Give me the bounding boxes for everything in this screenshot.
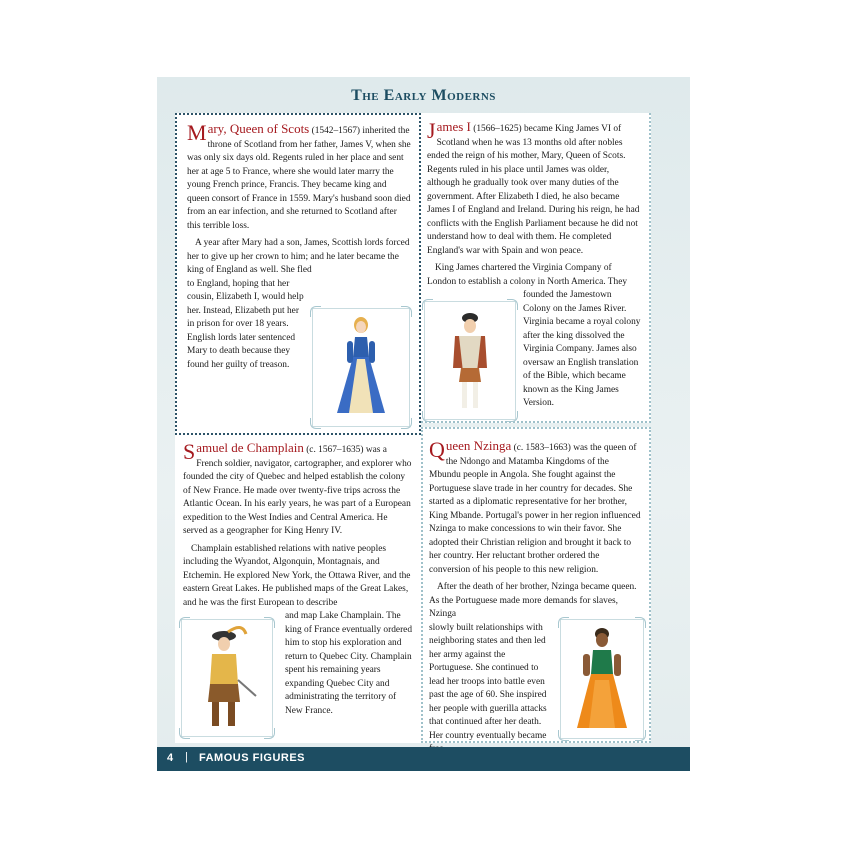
james-paragraph-1 [427, 120, 641, 258]
james-paragraph-2b: founded the Jamestown Colony on the James River. Virginia became a royal colony after the king dissolved the Virginia Company. James also oversaw an English translation of the Bible, which became known as the King James Version. [523, 290, 641, 408]
mary-section [175, 113, 421, 435]
page-title: The Early Moderns [351, 87, 496, 104]
nzinga-paragraph-2a: After the death of her brother, Nzinga became queen. As the Portuguese made more demands for slaves, Nzinga [429, 582, 637, 619]
mary-paragraph-1 [187, 122, 411, 233]
samuel-figure-icon [182, 620, 272, 736]
nzinga-figure-icon [561, 620, 643, 738]
book-page [157, 77, 690, 771]
nzinga-name: ueen Nzinga [445, 438, 512, 453]
mary-paragraph-2a: A year after Mary had a son, James, Scottish lords forced her to give up her crown to him; and he later became the king of England as well. She fled [187, 238, 410, 275]
james-illustration [424, 301, 516, 420]
nzinga-paragraph-2b: slowly built relationships with neighboring states and then led her army against the Portuguese. She continued to lead her troops into battle even past the age of 60. She inspired her people with guerilla attacks that continued after her death. Her country eventually became [429, 622, 547, 741]
james-paragraph-2a: King James chartered the Virginia Company of London to establish a colony in North America. They [427, 263, 628, 287]
samuel-section [175, 435, 421, 743]
mary-name: ary, Queen of Scots [207, 121, 310, 136]
mary-figure-icon [313, 309, 409, 426]
mary-dropcap: M [187, 120, 207, 145]
page-footer [157, 747, 690, 771]
samuel-paragraph-1 [183, 441, 413, 539]
james-text-1: became King James VI of Scotland when he was 13 months old after nobles ended the reign of his mother, Mary, Queen of Scots. Regents ruled in his place until James was older, although he gradually took over many duties of the government. After Elizabeth I died, he also became James I of England and Ireland. During his reign, he had conflicts with the English Parliament because he did not understand how to deal with them. He completed England's war with Spain and won peace. [427, 124, 640, 256]
nzinga-section [421, 427, 651, 743]
james-name: ames I [436, 119, 471, 134]
samuel-illustration [181, 619, 273, 737]
section-label: FAMOUS FIGURES [199, 752, 306, 764]
james-dropcap: J [427, 118, 436, 143]
mary-text-1: inherited the throne of Scotland from her father, James V, when she was only six days old. Regents ruled in her place and sent her at age 5 to France, where she would later marry the young French prince, Francis. They became king and queen consort of France in 1559. Mary's husband soon died from an ear infection, and she returned to Scotland after this terrible loss. [187, 126, 411, 231]
james-figure-icon [425, 302, 515, 419]
page-number: 4 [167, 752, 174, 764]
samuel-name: amuel de Champlain [196, 440, 304, 455]
mary-illustration [312, 308, 410, 427]
nzinga-illustration [560, 619, 644, 739]
james-dates: (1566–1625) [470, 124, 522, 134]
samuel-dates: (c. 1567–1635) [303, 445, 364, 455]
samuel-dropcap: S [183, 439, 196, 464]
samuel-text-1: was a French soldier, navigator, cartographer, and explorer who founded the city of Quebec and helped establish the colony of New France. He made over twenty-five trips across the Atlantic Ocean. In his early years, he was part of a European expedition to the West Indies and Central America. He served as a geographer for King Henry IV. [183, 445, 412, 536]
mary-dates: (1542–1567) [309, 126, 361, 136]
samuel-paragraph-2b: and map Lake Champlain. The king of France eventually ordered him to stop his exploration and return to Quebec City. Champlain spent his remaining years expanding Quebec City and administrating the territory of New France. [285, 611, 413, 716]
nzinga-dates: (c. 1583–1663) [511, 443, 571, 453]
nzinga-paragraph-1 [429, 439, 641, 577]
nzinga-text-1: was the queen of the Ndongo and Matamba Kingdoms of the Mbundu people in Angola. She fought against the Portuguese slave trade in her country for decades. She started as a diplomatic representative for her brother, King Mbande. Portugal's power in her region influenced Nzinga to make concessions to win their favor. She adopted their Christian religion and brought it back to her country. Her reluctant brother ordered the conversion of his people to this new religion. [429, 443, 641, 575]
mary-paragraph-2b: to England, hoping that her cousin, Elizabeth I, would help her. Instead, Elizabeth put her in prison for over 18 years. English lords later sentenced Mary to death because they found her guilty of treason. [187, 278, 304, 370]
nzinga-dropcap: Q [429, 437, 445, 462]
samuel-paragraph-2a: Champlain established relations with native peoples including the Wyandot, Algonquin, Montagnais, and Etchemin. He explored New York, the Ottawa River, and the eastern Great Lakes. He published maps of the Great Lakes, and he was the first European to describe [183, 543, 411, 608]
james-section [421, 113, 651, 423]
footer-separator: | [185, 751, 188, 763]
